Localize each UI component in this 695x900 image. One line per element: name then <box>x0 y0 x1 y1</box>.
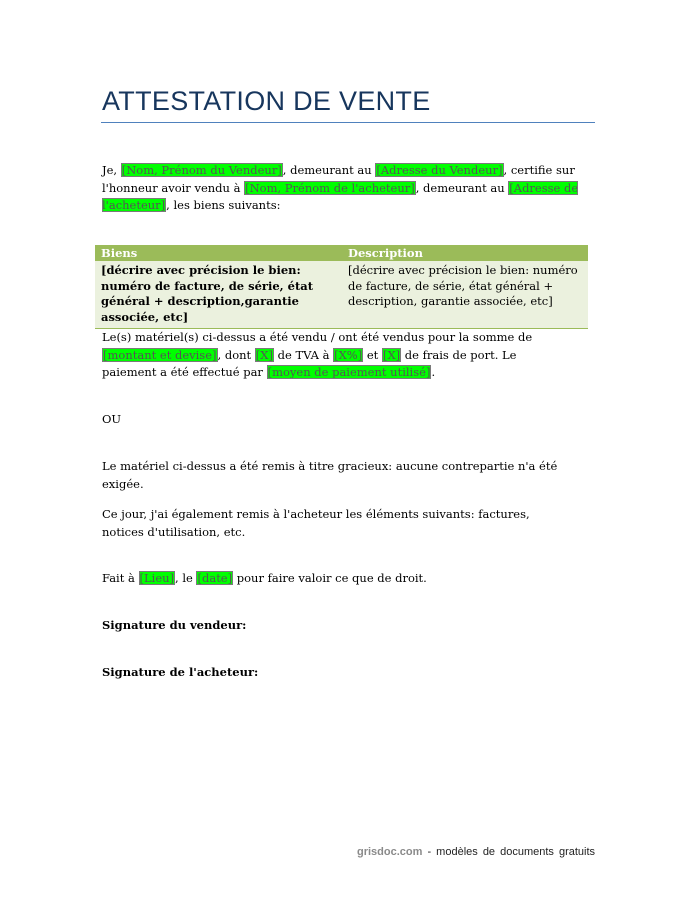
intro-text-5: , les biens suivants: <box>166 198 281 212</box>
sale-text-3: de TVA à <box>273 347 334 362</box>
table-row <box>95 261 588 329</box>
payment-method-field[interactable]: [moyen de paiement utilisé] <box>267 365 431 379</box>
sale-text-6: . <box>431 365 436 379</box>
seller-address-field[interactable]: [Adresse du Vendeur] <box>376 163 503 177</box>
footer-tagline: - modèles de documents gratuits <box>422 846 596 858</box>
sale-text-1: Le(s) matériel(s) ci-dessus a été vendu / ont été vendus pour la somme de <box>102 330 533 344</box>
or-text: OU <box>102 412 122 426</box>
intro-text-2: , demeurant au <box>282 163 376 177</box>
footer-site-link[interactable]: grisdoc.com <box>357 846 423 858</box>
sale-text-5: de frais de port. Le paiement a été effectué par <box>102 347 517 379</box>
date-field[interactable]: [date] <box>197 571 233 585</box>
intro-text-4: , demeurant au <box>415 180 509 195</box>
page-title: ATTESTATION DE VENTE <box>102 86 431 116</box>
sale-paragraph <box>102 329 572 382</box>
place-text-1: Fait à <box>102 571 139 585</box>
description-cell[interactable]: [décrire avec précision le bien: numéro de facture, de série, état général + description, garantie associée, etc] <box>342 261 588 329</box>
documents-paragraph: Ce jour, j'ai également remis à l'acheteur les éléments suivants: factures, notices d'utilisation, etc. <box>102 507 530 539</box>
buyer-address-field[interactable]: [Adresse de l'acheteur] <box>102 180 579 212</box>
buyer-signature-label: Signature de l'acheteur: <box>102 665 259 679</box>
goods-table-header-row <box>95 245 588 261</box>
seller-signature-label: Signature du vendeur: <box>102 618 247 632</box>
footer <box>357 846 595 858</box>
goods-table <box>95 245 588 329</box>
vat-rate-field[interactable]: [X%] <box>334 347 363 362</box>
place-text-2: , le <box>175 571 197 585</box>
goods-column-header: Biens <box>95 245 342 261</box>
sale-text-4: et <box>363 347 382 362</box>
description-column-header: Description <box>342 245 588 261</box>
intro-text-1: Je, <box>102 163 121 177</box>
place-text-3: pour faire valoir ce que de droit. <box>233 571 427 585</box>
intro-paragraph <box>102 162 592 215</box>
vat-amount-field[interactable]: [X] <box>255 347 273 362</box>
buyer-name-field[interactable]: [Nom, Prénom de l'acheteur] <box>245 180 415 195</box>
sale-text-2: , dont <box>217 347 255 362</box>
amount-field[interactable]: [montant et devise] <box>103 347 217 362</box>
seller-name-field[interactable]: [Nom, Prénom du Vendeur] <box>121 163 282 177</box>
place-date-paragraph <box>102 570 592 588</box>
place-field[interactable]: [Lieu] <box>139 571 175 585</box>
intro-text-3: , certifie sur l'honneur avoir vendu à <box>102 163 575 195</box>
title-rule <box>101 122 595 123</box>
shipping-cost-field[interactable]: [X] <box>382 347 401 362</box>
goods-cell[interactable]: [décrire avec précision le bien: numéro de facture, de série, état général + description,garantie associée, etc] <box>95 261 342 329</box>
gift-paragraph: Le matériel ci-dessus a été remis à titre gracieux: aucune contrepartie n'a été exigée. <box>102 459 558 491</box>
